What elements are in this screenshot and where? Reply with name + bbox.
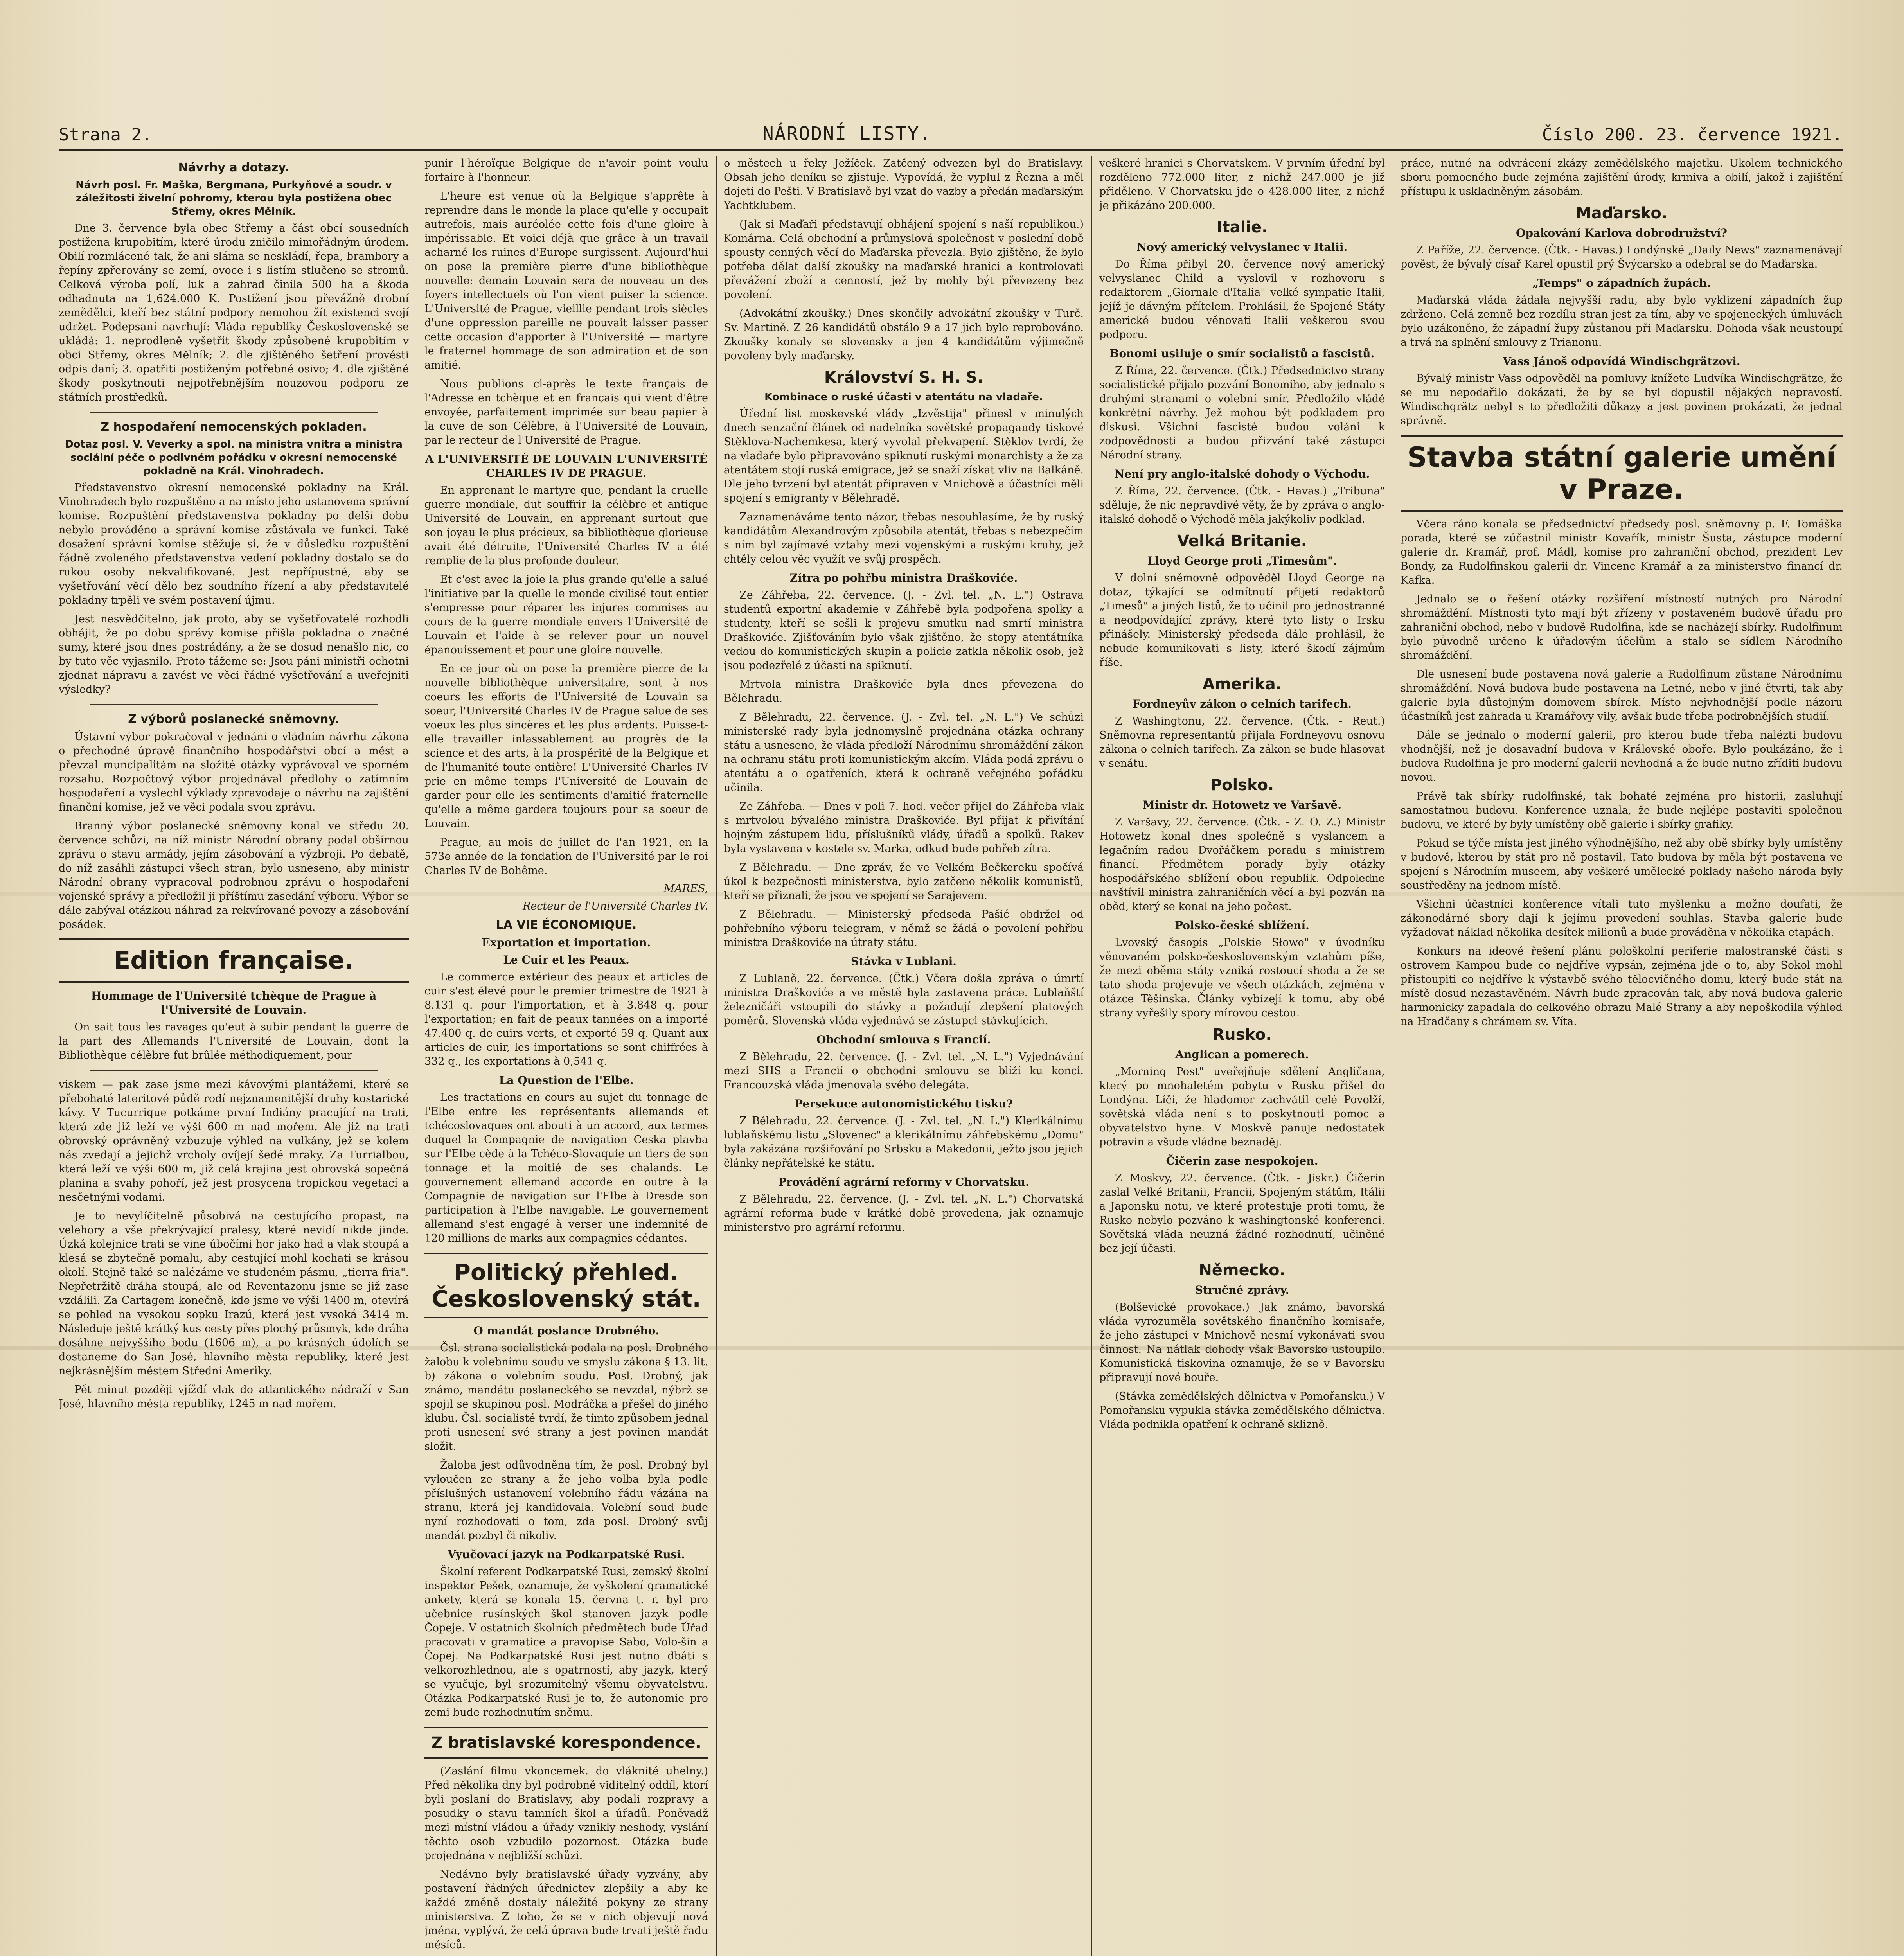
article-paragraph: Čsl. strana socialistická podala na posl. Drobného žalobu k volebnímu soudu ve smyslu zákona § 13. lit. b) zákona o volebním soudu. Posl. Drobný, jak známo, mandátu poslaneckého se nevzdal, nýbrž se spojil se skupinou posl. Modráčka a přešel do jiného klubu. Čsl. socialisté tvrdí, že tímto způsobem jednal proti usnesení své strany a jest povinen mandát složit.: [424, 1342, 708, 1453]
section-heading: Rusko.: [1212, 1026, 1272, 1044]
article-paragraph: (Stávka zemědělských dělnictva v Pomořansku.) V Pomořansku vypukla stávka zemědělského dělnictva. Vláda podnikla opatření k ochraně sklizně.: [1099, 1390, 1385, 1431]
separator: [90, 704, 378, 705]
article-title: Čičerin zase nespokojen.: [1166, 1154, 1318, 1167]
article-paragraph: o městech u řeky Ježíček. Zatčený odvezen byl do Bratislavy. Obsah jeho deníku se zjistuje. Vypovídá, že vyplul z Řezna a měl dojeti do Pešti. V Bratislavě byl vzat do vazby a předán maďarským Yachtklubem.: [724, 157, 1084, 212]
article-title: O mandát poslance Drobného.: [473, 1324, 659, 1337]
article-paragraph: Le commerce extérieur des peaux et articles de cuir s'est élevé pour le premier trimestre de 1921 à 8.131 q. pour l'importation, et à 3.848 q. pour l'exportation; en fait de peaux tannées on a importé 47.400 q. de cuirs verts, et exporté 59 q. Quant aux articles de cuir, les importations se sont chiffrées à 332 q., les exportations à 0,541 q.: [424, 971, 708, 1068]
article-title: „Temps" o západních župách.: [1532, 277, 1711, 289]
newspaper-title: NÁRODNÍ LISTY.: [762, 123, 932, 145]
article-title: Provádění agrární reformy v Chorvatsku.: [778, 1176, 1029, 1188]
article-paragraph: Z Lublaně, 22. července. (Čtk.) Včera došla zpráva o úmrtí ministra Draškoviće a ve městě byla zastavena práce. Lublaňští železničáři vstoupili do stávky a požadují zlepšení platových poměrů. Slovenská vláda vyjednává se zástupci stávkujících.: [724, 973, 1084, 1027]
page-number: Strana 2.: [59, 125, 152, 145]
column-4: [1099, 156, 1385, 1956]
article-paragraph: Mrtvola ministra Draškoviće byla dnes převezena do Bělehradu.: [724, 678, 1084, 705]
article-paragraph: Ze Záhřeba. — Dnes v poli 7. hod. večer přijel do Záhřeba vlak s mrtvolou bývalého ministra Draškoviće. Byl přijat k přivítání hojným zástupem lidu, příslušníků vlády, úřadů a spolků. Rakev byla vystavena v kostele sv. Marka, odkud bude pohřeb zítra.: [724, 800, 1084, 855]
article-title: Ministr dr. Hotowetz ve Varšavě.: [1143, 798, 1341, 811]
article-title: Návrh posl. Fr. Maška, Bergmana, Purkyňové a soudr. v záležitosti živelní pohromy, kterou byla postižena obec Střemy, okres Mělník.: [76, 179, 392, 218]
article-paragraph: (Bolševické provokace.) Jak známo, bavorská vláda vyrozuměla sovětského finančního komisaře, že jeho zástupci v Mnichově nesmí vykonávati svou činnost. Na nátlak dohody však Bavorsko ustoupilo. Komunistická tiskovina oznamuje, že se v Bavorsku připravují nové bouře.: [1099, 1301, 1385, 1384]
article-paragraph: Žaloba jest odůvodněna tím, že posl. Drobný byl vyloučen ze strany a že jeho volba byla podle příslušných ustanovení volebního řádu vázána na stranu, která jej kandidovala. Volební soud bude nyní rozhodovati o tom, zda posl. Drobný svůj mandát pozbyl či nikoliv.: [424, 1459, 708, 1542]
column-2: [424, 156, 708, 1956]
signature-name: MARES,: [663, 883, 708, 895]
edition-francaise-banner: Edition française.: [59, 938, 409, 983]
section-heading: Velká Britanie.: [1177, 532, 1307, 550]
article-title: Exportation et importation.: [482, 936, 651, 949]
article-paragraph: (Jak si Maďaři představují obhájení spojení s naší republikou.) Komárna. Celá obchodní a průmyslová společnost v poslední době spousty cenných věcí do Maďarska převezla. Bylo zjištěno, že bylo potřeba dělat další zkoušky na maďarské hranici a kontrolovati převážení zboží a cenností, jež by mohly být převezeny bez povolení.: [724, 218, 1084, 301]
article-paragraph: L'heure est venue où la Belgique s'apprête à reprendre dans le monde la place qu'elle y occupait autrefois, mais auréolée cette fois d'une gloire à impérissable. Et voici déjà que grâce à un travail acharné les ruines d'Europe surgissent. Aujourd'hui on pose la première pierre d'une bibliothèque nouvelle: demain Louvain sera de nouveau un des foyers intellectuels où l'on vient puiser la science. L'Université de Prague, vieillie pendant trois siècles d'une oppression pareille ne pouvait laisser passer cette occasion d'apporter à l'Université — martyre le fraternel hommage de son admiration et de son amitié.: [424, 190, 708, 371]
article-paragraph: Úřední list moskevské vlády „Izvěstija" přinesl v minulých dnech senzační článek od nadelníka sovětské propagandy tiskové Stěklova-Nachemkesa, který vyvolal překvapení. Stěklov tvrdí, že na vladaře bylo připravováno spiknutí ruskými monarchisty a že za atentátem stojí ruská emigrace, jež se snaží získat vliv na Balkáně. Dle jeho tvrzení byl atentát připraven v Mnichově a účastníci měli spojení s emigranty v Bělehradě.: [724, 408, 1084, 504]
article-paragraph: Z Bělehradu, 22. července. (J. - Zvl. tel. „N. L.") Vyjednávání mezi SHS a Francií o obchodní smlouvu se blíží ku konci. Francouzská vláda jmenovala svého delegáta.: [724, 1051, 1084, 1091]
article-title: Vyučovací jazyk na Podkarpatské Rusi.: [448, 1548, 685, 1561]
article-paragraph: Z Bělehradu. — Ministerský předseda Pašić obdržel od pohřebního výboru telegram, v němž se žádá o povolení pohřbu ministra Draškoviće na útraty státu.: [724, 908, 1084, 949]
article-paragraph: Z Říma, 22. července. (Čtk. - Havas.) „Tribuna" sděluje, že nic nepravdivé věty, že by zpráva o anglo-italské dohodě o Východě měla jakýkoliv podklad.: [1099, 485, 1385, 525]
article-paragraph: (Zaslání filmu vkoncemek. do vláknité uhelny.) Před několika dny byl podrobně viditelný oddíl, ktorí byli poslaní do Bratislavy, aby podali rozpravy a posudky o stavu tamních škol a úřadů. Poněvadž mezi místní vládou a úřady vznikly neshody, vyslání těchto osob vzbudilo pozornost. Otázka bude projednána v nejbližší schůzi.: [424, 1765, 708, 1862]
article-title: Není pry anglo-italské dohody o Východu.: [1114, 467, 1370, 480]
article-paragraph: Dle usnesení bude postavena nová galerie a Rudolfinum zůstane Národnímu shromáždění. Nová budova bude postavena na Letné, nebo v jiné čtvrti, tak aby galerie byla důstojným domovem sbírek. Místo nejvhodnější podle názoru účastníků jest zahrada u Kramářovy vily, avšak bude třeba podrobnějších studií.: [1401, 668, 1843, 723]
bratislava-banner: Z bratislavské korespondence.: [424, 1727, 708, 1759]
article-title: Kombinace o ruské účasti v atentátu na vladaře.: [764, 391, 1043, 403]
article-paragraph: Ústavní výbor pokračoval v jednání o vládním návrhu zákona o přechodné úpravě finančního hospodářství obcí a měst a převzal muncipalitám na složité otázky vyprávoval ve sporném rozsahu. Rozpočtový výbor projednával předlohy o zatímním hospodaření a vyslechl výklady zpravodaje o návrhu na zajištění finanční komise, jež ve věci podala svou zprávu.: [59, 731, 409, 813]
paper-fold-line: [0, 1346, 1904, 1350]
article-title: Polsko-české sblížení.: [1175, 919, 1309, 932]
article-paragraph: Dále se jednalo o moderní galerii, pro kterou bude třeba nalézti budovu vhodnější, než je dosavadní budova v Královské oboře. Bylo poukázáno, že i budova Rudolfina je pro moderní galerii nevhodná a že bude nutno zříditi budovu novou.: [1401, 729, 1843, 784]
address-heading: A L'UNIVERSITÉ DE LOUVAIN L'UNIVERSITÉ CHARLES IV DE PRAGUE.: [425, 453, 708, 480]
article-title: Stručné zprávy.: [1195, 1284, 1289, 1296]
section-heading: Amerika.: [1203, 675, 1282, 693]
article-paragraph: práce, nutné na odvrácení zkázy zemědělského majetku. Ukolem technického sboru pomocného bude zejména zajištění úrody, krmiva a obilí, jakož i zajištění přístupu k uskladněným zásobám.: [1401, 157, 1843, 198]
galerie-banner: Stavba státní galerie umění v Praze.: [1401, 435, 1843, 512]
article-title: Obchodní smlouva s Francií.: [816, 1033, 991, 1046]
article-paragraph: punir l'héroïque Belgique de n'avoir point voulu forfaire à l'honneur.: [424, 157, 708, 183]
article-paragraph: „Morning Post" uveřejňuje sdělení Angličana, který po mnohaletém pobytu v Rusku přišel do Londýna. Líčí, že hladomor zachvátil celé Povolží, sovětská vláda není s to poskytnouti pomoc a obyvatelstvo hyne. V Moskvě panuje nedostatek potravin a všude vládne beznaděj.: [1099, 1066, 1385, 1148]
article-paragraph: Dne 3. července byla obec Střemy a část obcí sousedních postižena krupobitím, které úrodu zničilo mimořádným úrodem. Obilí rozmlácené tak, že ani sláma se neskládí, řepa, brambory a řepíny zpřerovány se zemí, ovoce i s listím stlučeno se stromů. Celková výroba polí, luk a zahrad činila 500 ha a škoda odhadnuta na 1,624.000 K. Postižení jsou převážně drobní zemědělci, kteří bez státní podpory nemohou žít existenci svojí udržet. Podepsaní navrhují: Vláda republiky Československé se ukládá: 1. neprodleně vyšetřit škody způsobené krupobitím v obci Střemy, okres Mělník; 2. dle zjištěného šetření provésti odpis daní; 3. opatřiti postiženým potřebné osivo; 4. dle zjištěné škody poskytnouti nejpotřebnějším nouzovou podporu ze státních prostředků.: [59, 222, 409, 403]
article-paragraph: Jednalo se o řešení otázky rozšíření místností nutných pro Národní shromáždění. Místnosti tyto mají být zřízeny v postaveném budově úřadu pro zahraniční obchod, nebo v budově Rudolfina, kde se nacházejí sbírky. Rudolfinum bylo původně určeno k úřadovým účelům a stalo se sídlem Národního shromáždění.: [1401, 593, 1843, 662]
article-paragraph: veškeré hranici s Chorvatskem. V prvním úřední byl rozděleno 772.000 liter, z nichž 247.000 je již přiděleno. V Chorvatsku jde o 428.000 liter, z nichž je přikázáno 200.000.: [1099, 157, 1385, 212]
article-paragraph: Z Moskvy, 22. července. (Čtk. - Jiskr.) Čičerin zaslal Velké Britanii, Francii, Spojeným státům, Itálii a Japonsku notu, ve které protestuje proti tomu, že Rusko nebylo pozváno k washingtonské konferenci. Sovětská vláda neuzná žádné rozhodnutí, učiněné bez její účasti.: [1099, 1172, 1385, 1255]
article-paragraph: En ce jour où on pose la première pierre de la nouvelle bibliothèque universitaire, sont à nos coeurs les efforts de l'Université de Louvain sa soeur, l'Université Charles IV de Prague salue de ses voeux les plus sincères et les plus ardents. Puisse-t-elle travailler inlassablement au progrès de la science et des arts, à la prospérité de la Belgique et de l'humanité toute entière! L'Université Charles IV prie en même temps l'Université de Louvain de garder pour elle les sentiments d'amitié fraternelle qu'elle a même gardera toujours pour sa soeur de Louvain.: [424, 663, 708, 830]
article-paragraph: Jest nesvědčitelno, jak proto, aby se vyšetřovatelé rozhodli obhájit, že po dobu správy komise přišla pokladna o značné sumy, které jsou dnes postrádány, a že se dosud nenašlo nic, co by tuto věc vyjasnilo. Proto tážeme se: Jsou páni ministři ochotni zjednat nápravu a zavést ve věci řádné vyšetřování a uveřejniti výsledky?: [59, 613, 409, 696]
section-heading: Polsko.: [1210, 776, 1274, 794]
article-title: Zítra po pohřbu ministra Draškoviće.: [789, 572, 1018, 584]
article-paragraph: Bývalý ministr Vass odpověděl na pomluvy knížete Ludvíka Windischgrätze, že se mu nepodařilo dokázati, že by se byl dopustil nějakých nepravostí. Windischgrätz nebyl s to předložiti důkazy a jest povinen prokázati, že jednal správně.: [1401, 372, 1843, 427]
article-paragraph: Do Říma přibyl 20. července nový americký velvyslanec Child a vyslovil v rozhovoru s redaktorem „Giornale d'Italia" velké sympatie Italii, jejíž je dávným přítelem. Prohlásil, že Spojené Státy americké budou věnovati Italii veškerou svou podporu.: [1099, 258, 1385, 341]
article-paragraph: Z Varšavy, 22. července. (Čtk. - Z. O. Z.) Ministr Hotowetz konal dnes společně s vyslancem a legačním radou Dvořáčkem poradu s ministrem financí. Předmětem porady byly otázky hospodářského sblížení obou republik. Odpoledne navštívil ministra zahraničních věcí a byl pozván na oběd, který se konal na jeho počest.: [1099, 816, 1385, 913]
signature-role: Recteur de l'Université Charles IV.: [523, 900, 708, 912]
article-paragraph: Et c'est avec la joie la plus grande qu'elle a salué l'initiative par la quelle le monde civilisé tout entier s'empresse pour réparer les injures commises au cours de la guerre mondiale envers l'Université de Louvain et l'aide à se relever pour un nouvel épanouissement et pour une gloire nouvelle.: [424, 573, 708, 656]
article-paragraph: Z Washingtonu, 22. července. (Čtk. - Reut.) Sněmovna representantů přijala Fordneyovu osnovu zákona o celních tarifech. Za zákon se bude hlasovat v senátu.: [1099, 715, 1385, 769]
article-paragraph: Z Bělehradu. — Dne zpráv, že ve Velkém Bečkereku spočívá úkol k bezpečnosti ministerstva, bylo zatčeno několik komunistů, kteří se přiznali, že jsou ve spojení se Sarajevem.: [724, 861, 1084, 902]
masthead: [59, 102, 1843, 145]
article-paragraph: Zaznamenáváme tento názor, třebas nesouhlasíme, že by ruský kandidátům Alexandrovým způsobila atentát, třebas s nebezpečím s ním byl zajímavé vztahy mezi vojenskými a ruskými kruhy, jež chtěly celou věc využít ve svůj prospěch.: [724, 511, 1084, 565]
article-paragraph: Všichni účastníci konference vítali tuto myšlenku a možno doufati, že zákonodárné sbory dají k jejímu provedení souhlas. Stavba galerie bude vyžadovat náklad několika desítek milionů a bude prováděna v několika etapách.: [1401, 898, 1843, 938]
article-paragraph: On sait tous les ravages qu'eut à subir pendant la guerre de la part des Allemands l'Université de Louvain, dont la Bibliothèque célèbre fut brûlée méthodiquement, pour: [59, 1021, 409, 1061]
article-paragraph: Včera ráno konala se předsednictví předsedy posl. sněmovny p. F. Tomáška porada, které se zúčastnil ministr Kovařík, ministr Šusta, zástupce moderní galerie dr. Kramář, prof. Mádl, komise pro zahraniční obchod, prezident Lev Bondy, za Rudolfinskou galerii dr. Vincenc Kramář a za ministerstvo financí dr. Kafka.: [1401, 518, 1843, 586]
masthead-rule: [59, 149, 1843, 151]
article-paragraph: Ze Záhřeba, 22. července. (J. - Zvl. tel. „N. L.") Ostrava studentů exportní akademie v Záhřebě byla podpořena spolky a studenty, kteří se sešli k projevu smutku nad smrtí ministra Draškoviće. Zjišťováním bylo však zjištěno, že stopy atentátníka vedou do komunistických skupin a policie zatkla několik osob, jež jsou podezřelé z účasti na spiknutí.: [724, 589, 1084, 672]
article-title: Nový americký velvyslanec v Italii.: [1136, 241, 1348, 253]
separator: [90, 1070, 378, 1071]
article-title: Vass Jánoš odpovídá Windischgrätzovi.: [1503, 355, 1740, 368]
article-title: Stávka v Lublani.: [850, 955, 957, 968]
column-1: [59, 156, 409, 1956]
article-title: Dotaz posl. V. Veverky a spol. na ministra vnitra a ministra sociální péče o podivném pořádku v okresní nemocenské pokladně na Král. Vinohradech.: [65, 439, 403, 477]
article-paragraph: Právě tak sbírky rudolfinské, tak bohaté zejména pro historii, zasluhují samostatnou budovu. Konference uznala, že bude nejlépe postaviti společnou budovu, ve které by byly umístěny obě galerie i sbírky grafiky.: [1401, 790, 1843, 831]
article-paragraph: Maďarská vláda žádala nejvyšší radu, aby bylo vyklizení západních žup zdrženo. Celá zemně bez rozdílu stran jest za tím, aby ve spojeneckých úmluvách bylo uzákoněno, že západní župy zůstanou při Maďarsku. Dohoda však neustoupí a trvá na splnění smlouvy z Trianonu.: [1401, 294, 1843, 349]
article-title: Lloyd George proti „Timesům".: [1147, 554, 1337, 567]
section-heading: Království S. H. S.: [824, 369, 983, 387]
column-5: [1401, 156, 1843, 1956]
article-paragraph: viskem — pak zase jsme mezi kávovými plantážemi, které se přebohaté lateritové půdě rodí nejznamenitější druhy kostarické kávy. V Tucurrique potkáme první Indiány pracující na trati, která zde již leží ve výši 600 m nad mořem. Ale již na trati obrovský oprávněný vzbuzuje výhled na vulkány, jež se kolem nás zvedají a jejichž vrcholy ovíjejí šedé mraky. Za Turrialbou, která leží ve výši 600 m, již celá krajina jest obrovská sopečná planina a svahy pohoří, jež jest prosycena tropickou vegetací a nesčetnými vodami.: [59, 1079, 409, 1203]
article-paragraph: (Advokátní zkoušky.) Dnes skončily advokátní zkoušky v Turč. Sv. Martině. Z 26 kandidátů obstálo 9 a 17 jich bylo reprobováno. Zkoušky konaly se slovensky a jen 4 kandidátům výjimečně povoleny byly maďarsky.: [724, 307, 1084, 362]
article-paragraph: Lvovský časopis „Polskie Słowo" v úvodníku věnovaném polsko-československým vztahům píše, že mezi oběma státy vzniká rostoucí shoda a že se tato shoda projevuje ve všech otázkách, zejména v otázce Těšínska. Články vybízejí k tomu, aby obě strany vyřešily spory mírovou cestou.: [1099, 937, 1385, 1019]
article-title: Anglican a pomerech.: [1175, 1048, 1309, 1061]
separator: [90, 412, 378, 413]
article-paragraph: Konkurs na ideové řešení plánu pološkolní periferie malostranské části s ostrovem Kampou bude co nejdříve vypsán, zejména jde o to, aby Sokol mohl přistoupiti co nejdříve k výstavbě svého tělocvičného domu, který bude stát na místě dosud nezastavěném. Návrh bude zpracován tak, aby nová budova galerie harmonicky zapadala do celkového obrazu Malé Strany a aby nepoškodila výhled na Hradčany s chrámem sv. Víta.: [1401, 945, 1843, 1028]
article-paragraph: Prague, au mois de juillet de l'an 1921, en la 573e année de la fondation de l'Université par le roi Charles IV de Bohême.: [424, 836, 708, 877]
article-paragraph: Představenstvo okresní nemocenské pokladny na Král. Vinohradech bylo rozpuštěno a na místo jeho ustanovena správní komise. Rozpuštění představenstva pokladny po delší dobu nebylo prováděno a správní komise zůstávala ve funkci. Také dosažení správní komise stěžuje si, že v důsledku rozpuštění řádně zvoleného představenstva vedení pokladny dostalo se do rukou osoby nekvalifikované. Jest nepřípustné, aby se vyšetřování věcí dělo bez soudního řízení a aby představitelé pokladny trpěli ve svém postavení újmu.: [59, 482, 409, 606]
article-title: La Question de l'Elbe.: [499, 1074, 634, 1087]
article-paragraph: Branný výbor poslanecké sněmovny konal ve středu 20. července schůzi, na níž ministr Národní obrany podal obšírnou zprávu o stavu armády, jejím zásobování a výzbroji. Po debatě, do níž zasáhli zástupci všech stran, bylo usneseno, aby ministr Národní obrany vypracoval podrobnou zprávu o hospodaření vojenské správy a předložil ji příštímu zasedání výboru. Výbor se dále zabýval otázkou náhrad za rekvírované povozy a zásobování posádek.: [59, 820, 409, 931]
article-paragraph: Z Bělehradu, 22. července. (J. - Zvl. tel. „N. L.") Ve schůzi ministerské rady byla jednomyslně projednána otázka ochrany státu a usneseno, že vláda předloží Národnímu shromáždění zákon na ochranu státu proti komunistickým akcím. Vláda podá zprávu o atentátu a o opatřeních, která k ochraně veřejného pořádku učinila.: [724, 711, 1084, 794]
article-title: Le Cuir et les Peaux.: [503, 953, 629, 966]
section-heading: Návrhy a dotazy.: [178, 161, 289, 174]
article-paragraph: Z Bělehradu, 22. července. (J. - Zvl. tel. „N. L.") Klerikálnímu lublaňskému listu „Slovenec" a klerikálnímu záhřebskému „Domu" byla zakázána rozšiřování po Srbsku a Makedonii, ježto jsou jejich články nepřátelské ke státu.: [724, 1115, 1084, 1169]
article-paragraph: Pět minut později vjíždí vlak do atlantického nádraží v San José, hlavního města republiky, 1245 m nad mořem.: [59, 1384, 409, 1410]
section-heading: Maďarsko.: [1575, 204, 1668, 222]
article-paragraph: Školní referent Podkarpatské Rusi, zemský školní inspektor Pešek, oznamuje, že vyškolení gramatické ankety, která se konala 15. června t. r. byl pro učebnice rusínských škol stanoven jazyk podle Čopeje. V ostatních školních předmětech bude Úřad pracovati v gramatice a pravopise Sabo, Volo-šin a Čopej. Na Podkarpatské Rusi jest nutno dbáti s velkorozhlednou, ale s opatrností, aby jazyk, který se vyučuje, byl srozumitelný všemu obyvatelstvu. Otázka Podkarpatské Rusi je to, že autonomie pro zemi bude rozhodnutím sněmu.: [424, 1566, 708, 1719]
column-3: [724, 156, 1084, 1956]
column-divider: [1091, 156, 1092, 1956]
article-paragraph: Je to nevylíčitelně působivá na cestujícího propast, na velehory a vše překrývající pralesy, které nevidí nikde jinde. Úzká kolejnice trati se vine úbočími hor jako had a vlak stoupá a klesá se zbytečně pomalu, aby cestující mohl kochati se krásou okolí. Stejně také se nalézáme ve studeném pásmu, „tierra fria". Nepřetržitě dráha stoupá, ale od Reventazonu jsme se již zase vzdálili. Za Cartagem konečně, kde jsme ve výši 1400 m, otevírá se pohled na vysokou sopku Irazú, která jest vysoká 3414 m. Následuje ještě krátký kus cesty přes plochý průsmyk, kde dráha dosáhne nejvyššího bodu (1606 m), a po krásných údolích se dostaneme do San José, hlavního města republiky, které jest nejkrásnějším městem Střední Ameriky.: [59, 1210, 409, 1377]
section-heading: Italie.: [1216, 218, 1268, 236]
column-divider: [716, 156, 717, 1956]
article-paragraph: Les tractations en cours au sujet du tonnage de l'Elbe entre les représentants allemands et tchécoslovaques ont abouti à un accord, aux termes duquel la Compagnie de navigation Ceska plavba sur l'Elbe cède à la Tchéco-Slovaquie un tiers de son tonnage et la moitié de ses chalands. Le gouvernement allemand accorde en outre à la Compagnie de navigation sur l'Elbe à Dresde son participation à l'Elbe navigable. Le gouvernement allemand s'est engagé à verser une indemnité de 120 millions de marks aux compagnies cédantes.: [424, 1091, 708, 1244]
issue-date: Číslo 200. 23. července 1921.: [1542, 125, 1843, 145]
section-heading: Z výborů poslanecké sněmovny.: [128, 712, 340, 726]
article-paragraph: Z Paříže, 22. července. (Čtk. - Havas.) Londýnské „Daily News" zaznamenávají pověst, že bývalý císař Karel opustil prý Švýcarsko a odebral se do Maďarska.: [1401, 244, 1843, 270]
paper-fold-line: [0, 892, 1904, 896]
article-title: Persekuce autonomistického tisku?: [794, 1097, 1013, 1110]
article-title: Fordneyův zákon o celních tarifech.: [1133, 698, 1352, 710]
article-title: Bonomi usiluje o smír socialistů a fascistů.: [1109, 347, 1375, 360]
section-heading: Německo.: [1199, 1261, 1286, 1279]
article-paragraph: Z Říma, 22. července. (Čtk.) Předsednictvo strany socialistické přijalo pozvání Bonomiho, aby jednalo s druhými stranami o volební smír. Předložilo vládě konkrétní návrhy. Jež mohou být podkladem pro diskusi. Všichni fascisté budou voláni k zodpovědnosti a budou přizvání také zástupci Národní strany.: [1099, 365, 1385, 461]
article-paragraph: Pokud se týče místa jest jiného výhodnějšího, než aby obě sbírky byly umístěny v budově, kterou by stát pro ně postavil. Tato budova by měla být postavena ve spojení s Národním museem, aby veškeré umělecké poklady našeho národa byly soustředěny na jednom místě.: [1401, 837, 1843, 892]
article-paragraph: V dolní sněmovně odpověděl Lloyd George na dotaz, týkající se odmítnutí přijetí redaktorů „Timesů" a jiných listů, že to učinil pro jednostranné a neodpovídající zprávy, které tyto listy o Irsku přinášely. Ministerský předseda dále prohlásil, že nebude komunikovati s listy, které škodí zájmům říše.: [1099, 572, 1385, 669]
article-paragraph: Nous publions ci-après le texte français de l'Adresse en tchèque et en français qui vient d'être envoyée, parfaitement imprimée sur beau papier à la cuve de son Célèbre, à l'Université de Louvain, par le recteur de l'Université de Prague.: [424, 378, 708, 446]
section-heading: Z hospodaření nemocenských pokladen.: [101, 420, 367, 434]
article-paragraph: Nedávno byly bratislavské úřady vyzvány, aby postavení řádných úřednictev zlepšily a aby ke každé změně dostaly náležité pokyny ze strany ministerstva. Z toho, že se v nich objevují nová jména, vyplývá, že celá úprava bude trvati ještě řadu měsíců.: [424, 1868, 708, 1951]
article-paragraph: Z Bělehradu, 22. července. (J. - Zvl. tel. „N. L.") Chorvatská agrární reforma bude v krátké době provedena, jak oznamuje ministerstvo pro agrární reformu.: [724, 1193, 1084, 1233]
article-title: Hommage de l'Université tchèque de Prague à l'Université de Louvain.: [91, 989, 377, 1016]
article-paragraph: En apprenant le martyre que, pendant la cruelle guerre mondiale, dut souffrir la célèbre et antique Université de Louvain, en apprenant surtout que son joyau le plus précieux, sa bibliothèque glorieuse avait été détruite, l'Université Charles IV a été remplie de la plus profonde douleur.: [424, 484, 708, 567]
section-heading: LA VIE ÉCONOMIQUE.: [496, 918, 637, 932]
politicky-prehled-banner: Politický přehled. Československý stát.: [424, 1253, 708, 1318]
article-title: Opakování Karlova dobrodružství?: [1516, 227, 1727, 239]
